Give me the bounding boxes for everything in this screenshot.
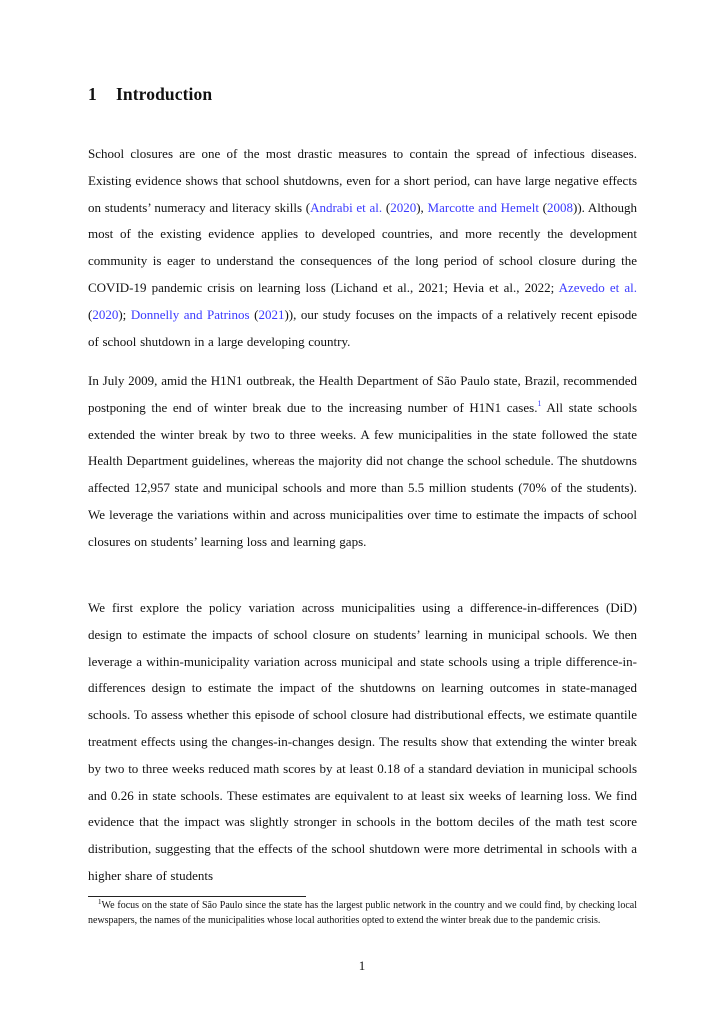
text-run: All state schools extended the winter break by two to three weeks. A few municipalities in the state followed the state Health Department guidelines, whereas the majority did not change the school schedule. The shutdowns affected 12,957 state and municipal schools and more than 5.5 million students (70% of the students). We leverage the variations within and across municipalities over time to estimate the impacts of school closures on students’ learning loss and learning gaps. xyxy=(88,399,637,549)
section-heading xyxy=(88,84,212,105)
citation-year-marcotte[interactable]: 2008 xyxy=(547,199,573,215)
paragraph-3: We first explore the policy variation across municipalities using a difference-in-differences (DiD) design to estimate the impacts of school closure on students’ learning in municipal schools. We then leverage a within-municipality variation across municipal and state schools using a triple difference-in-differences design to estimate the impact of the shutdowns on learning outcomes in state-managed schools. To assess whether this episode of school closure had distributional effects, we estimate quantile treatment effects using the changes-in-changes design. The results show that extending the winter break by two to three weeks reduced math scores by at least 0.18 of a standard deviation in municipal schools and 0.26 in state schools. These estimates are equivalent to at least six weeks of learning loss. We find evidence that the impact was slightly stronger in schools in the bottom deciles of the math test score distribution, suggesting that the effects of the school shutdown were more detrimental in schools with a higher share of students xyxy=(88,600,637,883)
footnote xyxy=(88,899,637,928)
citation-link-azevedo[interactable]: Azevedo et al. xyxy=(558,279,637,295)
text-run: School closures are one of the most drastic measures to contain the spread of infectious diseases. Existing evidence shows that school shutdowns, even for a short period, can have large negative effects on students’ numeracy and literacy skills ( xyxy=(88,146,637,215)
footnote-rule xyxy=(88,896,306,897)
text-run: ( xyxy=(249,306,259,322)
citation-link-donnelly[interactable]: Donnelly and Patrinos xyxy=(130,306,250,322)
footnote-number: 1 xyxy=(98,898,102,906)
text-run: )). Although most of the existing evidence applies to developed countries, and more recently the development community is eager to understand the consequences of the long period of school closure during the COVID-19 pandemic crisis on learning loss (Lichand et al., 2021; Hevia et al., 2022; xyxy=(88,199,638,295)
page-number: 1 xyxy=(358,958,366,973)
text-run: ), xyxy=(416,199,428,215)
citation-year-andrabi[interactable]: 2020 xyxy=(390,199,417,215)
text-run: In July 2009, amid the H1N1 outbreak, the Health Department of São Paulo state, Brazil, recommended postponing the end of winter break due to the increasing number of H1N1 cases. xyxy=(88,373,637,415)
section-number: 1 xyxy=(88,84,97,104)
text-run: ( xyxy=(88,306,93,322)
citation-year-donnelly[interactable]: 2021 xyxy=(258,306,285,322)
paragraph-2 xyxy=(88,368,637,556)
citation-year-azevedo[interactable]: 2020 xyxy=(92,306,119,322)
text-run: )), our study focuses on the impacts of a relatively recent episode of school shutdown in a large developing country. xyxy=(88,306,637,349)
section-title: Introduction xyxy=(116,84,213,104)
text-run: ( xyxy=(382,199,391,215)
paragraph-1 xyxy=(88,141,637,355)
citation-link-marcotte[interactable]: Marcotte and Hemelt xyxy=(427,199,539,215)
footnote-text: We focus on the state of São Paulo since the state has the largest public network in the country and we could find, by checking local newspapers, the names of the municipalities whose local authorities opted to extend the winter break due to the pandemic crisis. xyxy=(88,900,637,926)
footnote-marker[interactable]: 1 xyxy=(537,398,542,408)
text-run: ( xyxy=(538,199,547,215)
text-run: ); xyxy=(118,306,131,322)
citation-link-andrabi[interactable]: Andrabi et al. xyxy=(310,199,383,215)
